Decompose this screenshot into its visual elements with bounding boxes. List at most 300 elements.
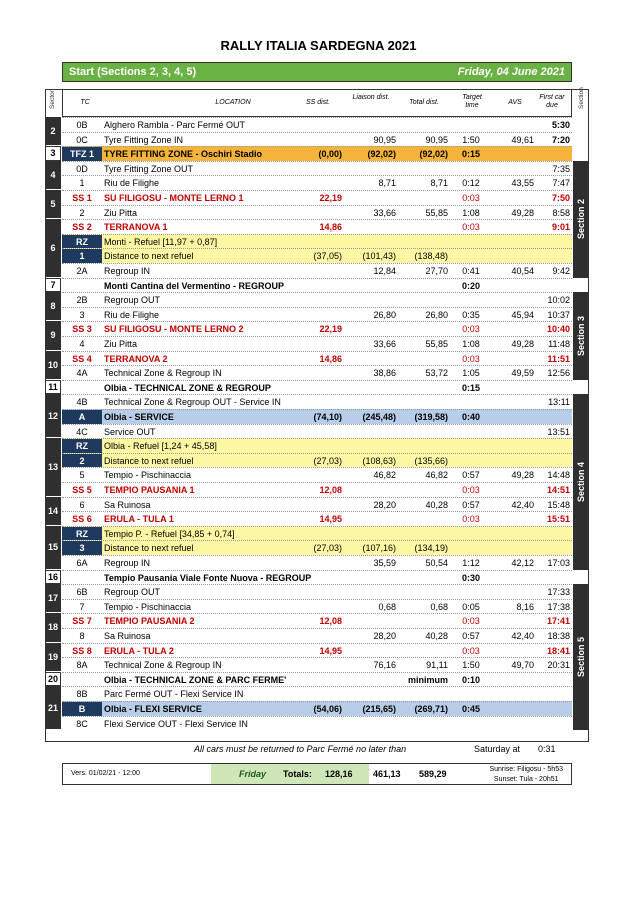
cell-tt: 0:03 — [462, 616, 480, 627]
cell-tt: 0:15 — [461, 149, 480, 160]
cell-tt: 0:57 — [462, 499, 480, 510]
sector-number: 8 — [45, 292, 61, 321]
section-bar — [573, 394, 589, 569]
cell-tt: 0:03 — [462, 485, 480, 495]
cell-to: 55,85 — [425, 207, 448, 218]
cell-tt: 0:57 — [462, 470, 480, 481]
note-time: 0:31 — [538, 744, 556, 754]
cell-to: (138,48) — [414, 251, 448, 262]
cell-tt: 0:45 — [461, 704, 480, 714]
cell-tt: 0:03 — [462, 353, 480, 364]
table-row — [62, 686, 572, 701]
cell-loc: TEMPIO PAUSANIA 2 — [104, 616, 195, 627]
table-row — [62, 394, 572, 409]
cell-tc: B — [62, 702, 102, 716]
cell-to: 50,54 — [425, 558, 448, 568]
cell-li: (107,16) — [362, 543, 396, 554]
cell-ss: (37,05) — [313, 251, 342, 262]
cell-tc: 0D — [76, 163, 88, 174]
sector-number: 16 — [45, 570, 61, 585]
cell-fc: 15:51 — [546, 514, 570, 525]
cell-fc: 18:41 — [546, 645, 570, 656]
cell-li: 46,82 — [373, 470, 396, 481]
cell-loc: Distance to next refuel — [104, 543, 194, 554]
cell-to: 91,11 — [426, 660, 448, 671]
cell-tc: 1 — [79, 178, 85, 189]
cell-loc: Parc Fermé OUT - Flexi Service IN — [104, 689, 244, 700]
cell-li: 28,20 — [373, 499, 396, 510]
table-row — [62, 613, 572, 628]
cell-av: 45,94 — [511, 309, 534, 320]
cell-fc: 17:03 — [547, 558, 570, 568]
table-row — [62, 161, 572, 176]
cell-loc: Tempio Pausania Viale Fonte Nuova - REGROUP — [104, 572, 312, 583]
header-avs: AVS — [508, 99, 522, 106]
table-row — [62, 672, 572, 687]
totals-day: Friday — [239, 769, 267, 779]
cell-to: minimum — [407, 674, 448, 685]
cell-fc: 14:48 — [547, 470, 570, 481]
header-liaison: Liaison dist. — [352, 94, 390, 101]
cell-loc: TERRANOVA 2 — [104, 353, 168, 364]
cell-tc: 2 — [79, 207, 85, 218]
sector-number: 18 — [45, 613, 61, 642]
sector-number: 17 — [45, 584, 61, 613]
header-tc: TC — [80, 99, 90, 106]
table-row — [62, 219, 572, 234]
cell-to: (319,58) — [414, 412, 448, 422]
cell-av: 49,61 — [511, 134, 534, 145]
cell-loc: Olbia - FLEXI SERVICE — [104, 704, 202, 714]
cell-to: 8,71 — [430, 178, 448, 189]
cell-av: 8,16 — [516, 601, 534, 612]
cell-fc: 11:48 — [548, 339, 570, 349]
table-row — [62, 321, 572, 336]
cell-li: (245,48) — [362, 412, 396, 422]
cell-av: 42,12 — [511, 558, 534, 568]
cell-tc: 6B — [76, 587, 88, 598]
cell-tc: RZ — [62, 527, 102, 541]
cell-tt: 1:12 — [462, 558, 480, 568]
cell-to: 40,28 — [425, 631, 448, 641]
cell-fc: 17:33 — [547, 587, 570, 598]
table-row — [62, 643, 572, 658]
table-row — [62, 292, 572, 307]
section-caption: Section — [578, 87, 585, 109]
sector-number: 11 — [45, 380, 61, 395]
cell-loc: Technical Zone & Regroup IN — [104, 660, 222, 671]
cell-li: 35,59 — [373, 558, 396, 568]
total-ss: 128,16 — [325, 769, 353, 779]
cell-tt: 0:03 — [462, 514, 480, 525]
cell-fc: 15:48 — [547, 499, 570, 510]
table-row — [62, 511, 572, 526]
cell-loc: Ziu Pitta — [104, 339, 138, 349]
cell-tc: 7 — [79, 601, 85, 612]
section-bar — [573, 161, 589, 278]
cell-loc: Distance to next refuel — [104, 455, 194, 466]
cell-tc: 8A — [76, 660, 88, 671]
cell-tt: 1:08 — [462, 339, 480, 349]
cell-fc: 9:42 — [552, 266, 570, 276]
table-row — [62, 190, 572, 205]
cell-fc: 7:20 — [551, 134, 570, 145]
cell-loc: Technical Zone & Regroup IN — [104, 368, 222, 379]
table-row — [62, 146, 572, 161]
cell-loc: Tyre Fitting Zone OUT — [104, 163, 194, 174]
table-row — [62, 175, 572, 190]
cell-tt: 0:12 — [462, 178, 480, 189]
table-row — [62, 584, 572, 599]
sector-number: 5 — [45, 190, 61, 219]
cell-li: 0,68 — [378, 601, 396, 612]
cell-tt: 1:05 — [462, 368, 480, 379]
page-title: RALLY ITALIA SARDEGNA 2021 — [220, 38, 417, 53]
header-target: Target time — [462, 94, 482, 109]
table-row — [62, 497, 572, 512]
table-row — [62, 716, 572, 731]
cell-loc: Regroup OUT — [104, 587, 161, 598]
sector-number: 20 — [45, 672, 61, 687]
cell-loc: ERULA - TULA 2 — [104, 645, 174, 656]
cell-li: 90,95 — [373, 134, 396, 145]
cell-ss: (54,06) — [313, 704, 342, 714]
table-row — [62, 248, 572, 263]
cell-loc: Riu de Filighe — [104, 309, 160, 320]
cell-tt: 0:03 — [462, 324, 480, 335]
sunset: Sunset: Tula - 20h51 — [493, 776, 559, 783]
cell-loc: Tempio P. - Refuel [34,85 + 0,74] — [104, 528, 235, 539]
cell-loc: TERRANOVA 1 — [104, 222, 168, 233]
cell-to: (269,71) — [414, 704, 448, 714]
sector-number: 12 — [45, 394, 61, 438]
cell-loc: Olbia - TECHNICAL ZONE & REGROUP — [104, 382, 271, 393]
sector-number: 14 — [45, 497, 61, 526]
cell-tc: SS 7 — [72, 616, 92, 627]
totals-box — [211, 764, 369, 784]
cell-loc: Olbia - SERVICE — [104, 412, 174, 422]
cell-ss: 14,95 — [319, 645, 342, 656]
sector-number: 10 — [45, 351, 61, 380]
cell-tc: TFZ 1 — [62, 147, 102, 161]
table-row — [62, 438, 572, 453]
table-row — [62, 453, 572, 468]
cell-loc: SU FILIGOSU - MONTE LERNO 2 — [104, 324, 244, 335]
sector-number: 9 — [45, 321, 61, 350]
cell-tt: 0:35 — [462, 309, 480, 320]
table-row — [62, 365, 572, 380]
table-row — [62, 380, 572, 395]
cell-tc: 4B — [76, 397, 88, 408]
table-row — [62, 205, 572, 220]
cell-loc: Monti - Refuel [11,97 + 0,87] — [104, 236, 218, 247]
cell-tc: SS 4 — [72, 353, 92, 364]
table-row — [62, 628, 572, 643]
cell-li: 8,71 — [378, 178, 396, 189]
cell-loc: Service OUT — [104, 426, 156, 437]
cell-to: 0,68 — [430, 601, 448, 612]
cell-li: 33,66 — [373, 339, 396, 349]
cell-fc: 7:35 — [552, 163, 570, 174]
cell-ss: 14,86 — [319, 353, 342, 364]
cell-ss: 22,19 — [319, 193, 342, 203]
table-row — [62, 482, 572, 497]
cell-fc: 14:51 — [546, 485, 570, 495]
cell-to: 53,72 — [425, 368, 448, 379]
cell-tt: 0:10 — [461, 674, 480, 685]
cell-ss: 14,95 — [319, 514, 342, 525]
cell-li: 76,16 — [373, 660, 396, 671]
cell-tc: 4 — [79, 339, 85, 349]
totals-label: Totals: — [283, 769, 312, 779]
cell-tt: 0:03 — [462, 645, 480, 656]
cell-loc: Sa Ruinosa — [104, 631, 151, 641]
cell-tt: 1:50 — [462, 660, 480, 671]
cell-loc: SU FILIGOSU - MONTE LERNO 1 — [104, 193, 244, 203]
sunrise: Sunrise: Filigosu - 5h53 — [489, 766, 563, 773]
table-row — [62, 307, 572, 322]
cell-tt: 0:05 — [462, 601, 480, 612]
section-bar — [573, 292, 589, 380]
cell-to: (92,02) — [419, 149, 448, 160]
cell-tt: 0:15 — [461, 382, 480, 393]
cell-tc: 3 — [62, 541, 102, 555]
table-row — [62, 599, 572, 614]
cell-li: (101,43) — [362, 251, 396, 262]
cell-tt: 0:03 — [462, 193, 480, 203]
cell-tc: 8C — [76, 718, 88, 729]
cell-tc: 1 — [62, 249, 102, 263]
table-row — [62, 657, 572, 672]
cell-tc: SS 8 — [72, 645, 92, 656]
cell-tc: SS 5 — [72, 485, 92, 495]
cell-fc: 11:51 — [547, 353, 570, 364]
cell-tc: 2A — [76, 266, 88, 276]
cell-loc: Distance to next refuel — [104, 251, 194, 262]
cell-fc: 7:47 — [552, 178, 570, 189]
sun-times — [489, 765, 563, 785]
table-row — [62, 555, 572, 570]
cell-li: 28,20 — [373, 631, 396, 641]
cell-tc: 4C — [76, 426, 88, 437]
cell-fc: 9:01 — [551, 222, 570, 233]
header-location: LOCATION — [215, 99, 251, 106]
cell-tc: SS 3 — [72, 324, 92, 335]
cell-tt: 0:20 — [461, 280, 480, 291]
cell-tc: 4A — [76, 368, 88, 379]
cell-tt: 1:08 — [462, 207, 480, 218]
cell-li: 33,66 — [373, 207, 396, 218]
cell-fc: 10:02 — [547, 295, 570, 306]
table-row — [62, 424, 572, 439]
table-row — [62, 234, 572, 249]
cell-tt: 0:41 — [462, 266, 480, 276]
cell-ss: 12,08 — [319, 616, 342, 627]
cell-loc: Olbia - Refuel [1,24 + 45,58] — [104, 441, 217, 452]
cell-ss: 22,19 — [319, 324, 342, 335]
cell-tc: RZ — [62, 235, 102, 249]
table-row — [62, 278, 572, 293]
section-label: Section 3 — [576, 315, 586, 356]
cell-loc: Regroup IN — [104, 266, 151, 276]
sector-number: 4 — [45, 161, 61, 190]
cell-tt: 1:50 — [462, 134, 480, 145]
cell-loc: Olbia - TECHNICAL ZONE & PARC FERME' — [104, 674, 287, 685]
cell-to: 55,85 — [425, 339, 448, 349]
cell-to: (134,19) — [414, 543, 448, 554]
cell-tc: SS 2 — [72, 222, 92, 233]
cell-to: 90,95 — [425, 134, 448, 145]
return-note — [62, 742, 572, 758]
cell-to: 46,82 — [425, 470, 448, 481]
table-header — [62, 89, 572, 117]
section-bar — [573, 584, 589, 730]
section-label: Section 2 — [576, 199, 586, 240]
cell-tc: 8 — [79, 631, 85, 641]
note-text: All cars must be returned to Parc Fermé no later than — [194, 744, 407, 754]
header-total: Total dist. — [409, 99, 439, 106]
cell-li: (92,02) — [367, 149, 396, 160]
table-row — [62, 467, 572, 482]
total-grand: 589,29 — [419, 769, 447, 779]
cell-to: 26,80 — [425, 309, 448, 320]
cell-tc: 2B — [76, 295, 88, 306]
cell-fc: 13:51 — [547, 426, 570, 437]
cell-loc: Monti Cantina del Vermentino - REGROUP — [104, 280, 285, 291]
cell-loc: Regroup OUT — [104, 295, 161, 306]
cell-tt: 0:40 — [461, 412, 480, 422]
table-row — [62, 701, 572, 716]
cell-ss: 12,08 — [319, 485, 342, 495]
cell-av: 49,28 — [511, 339, 534, 349]
section-label: Section 4 — [576, 461, 586, 502]
cell-ss: (27,03) — [313, 543, 342, 554]
cell-fc: 12:56 — [547, 368, 570, 379]
footer-totals — [62, 763, 572, 785]
cell-to: 40,28 — [425, 499, 448, 510]
cell-loc: Sa Ruinosa — [104, 499, 151, 510]
cell-loc: Tempio - Pischinaccia — [104, 601, 192, 612]
cell-tc: RZ — [62, 439, 102, 453]
cell-fc: 20:31 — [547, 660, 570, 671]
cell-tc: 2 — [62, 454, 102, 468]
cell-fc: 17:41 — [546, 616, 570, 627]
cell-li: 38,86 — [373, 368, 396, 379]
cell-fc: 10:37 — [547, 309, 570, 320]
cell-fc: 5:30 — [551, 120, 570, 130]
cell-av: 49,70 — [511, 660, 534, 671]
cell-loc: Riu de Filighe — [104, 178, 160, 189]
cell-loc: Regroup IN — [104, 558, 151, 568]
cell-loc: ERULA - TULA 1 — [104, 514, 174, 525]
table-row — [62, 336, 572, 351]
cell-av: 49,59 — [511, 368, 534, 379]
cell-loc: Technical Zone & Regroup OUT - Service IN — [104, 397, 281, 408]
cell-loc: Ziu Pitta — [104, 207, 138, 218]
cell-ss: (74,10) — [313, 412, 342, 422]
sector-number: 13 — [45, 438, 61, 496]
cell-av: 49,28 — [511, 470, 534, 481]
note-day: Saturday at — [474, 744, 521, 754]
header-ss: SS dist. — [305, 99, 331, 106]
header-first-car: First car due — [539, 94, 565, 109]
sector-number: 6 — [45, 219, 61, 277]
cell-tc: A — [62, 410, 102, 424]
sector-number: 19 — [45, 643, 61, 672]
cell-loc: Tempio - Pischinaccia — [104, 470, 192, 481]
table-row — [62, 409, 572, 424]
cell-loc: Tyre Fitting Zone IN — [104, 134, 184, 145]
sector-caption: Sector — [49, 90, 56, 109]
table-row — [62, 540, 572, 555]
cell-li: (108,63) — [362, 455, 396, 466]
section-label: Section 5 — [576, 637, 586, 678]
cell-tc: SS 1 — [72, 193, 92, 203]
cell-ss: 14,86 — [319, 222, 342, 233]
table-row — [62, 570, 572, 585]
cell-fc: 10:40 — [546, 324, 570, 335]
cell-tc: 0B — [76, 120, 88, 130]
cell-loc: TEMPIO PAUSANIA 1 — [104, 485, 195, 495]
sector-number: 7 — [45, 278, 61, 293]
cell-av: 42,40 — [511, 499, 534, 510]
cell-tt: 0:30 — [461, 572, 480, 583]
cell-fc: 17:38 — [547, 601, 570, 612]
banner-start-label: Start (Sections 2, 3, 4, 5) — [69, 66, 197, 78]
cell-tc: 5 — [79, 470, 85, 481]
cell-tc: 0C — [76, 134, 88, 145]
cell-av: 42,40 — [511, 631, 534, 641]
sector-number: 21 — [45, 686, 61, 730]
version-label: Vers. 01/02/21 - 12:00 — [71, 770, 140, 777]
table-row — [62, 132, 572, 147]
cell-av: 43,55 — [511, 178, 534, 189]
cell-to: 27,70 — [425, 266, 448, 276]
table-row — [62, 263, 572, 278]
cell-av: 49,28 — [511, 207, 534, 218]
sector-number: 3 — [45, 146, 61, 161]
cell-fc: 18:38 — [547, 631, 570, 641]
cell-ss: (27,03) — [313, 455, 342, 466]
cell-loc: TYRE FITTING ZONE - Oschiri Stadio — [104, 149, 263, 160]
table-row — [62, 351, 572, 366]
cell-tc: 3 — [79, 309, 85, 320]
cell-li: (215,65) — [362, 704, 396, 714]
cell-to: (135,66) — [414, 455, 448, 466]
cell-tt: 0:57 — [462, 631, 480, 641]
cell-tc: 8B — [76, 689, 88, 700]
total-liaison: 461,13 — [373, 769, 401, 779]
cell-tc: 6 — [79, 499, 85, 510]
table-row — [62, 117, 572, 132]
cell-av: 40,54 — [511, 266, 534, 276]
cell-fc: 8:58 — [552, 207, 570, 218]
cell-loc: Flexi Service OUT - Flexi Service IN — [104, 718, 248, 729]
day-banner — [62, 62, 572, 82]
banner-date: Friday, 04 June 2021 — [457, 66, 565, 78]
cell-li: 12,84 — [373, 266, 396, 276]
sector-number: 15 — [45, 526, 61, 570]
cell-tt: 0:03 — [462, 222, 480, 233]
cell-loc: Alghero Rambla - Parc Fermé OUT — [104, 120, 246, 130]
cell-fc: 7:50 — [551, 193, 570, 203]
cell-li: 26,80 — [373, 309, 396, 320]
cell-tc: 6A — [76, 558, 88, 568]
table-row — [62, 526, 572, 541]
sector-number: 2 — [45, 117, 61, 146]
cell-fc: 13:11 — [548, 397, 570, 408]
cell-ss: (0,00) — [318, 149, 342, 160]
